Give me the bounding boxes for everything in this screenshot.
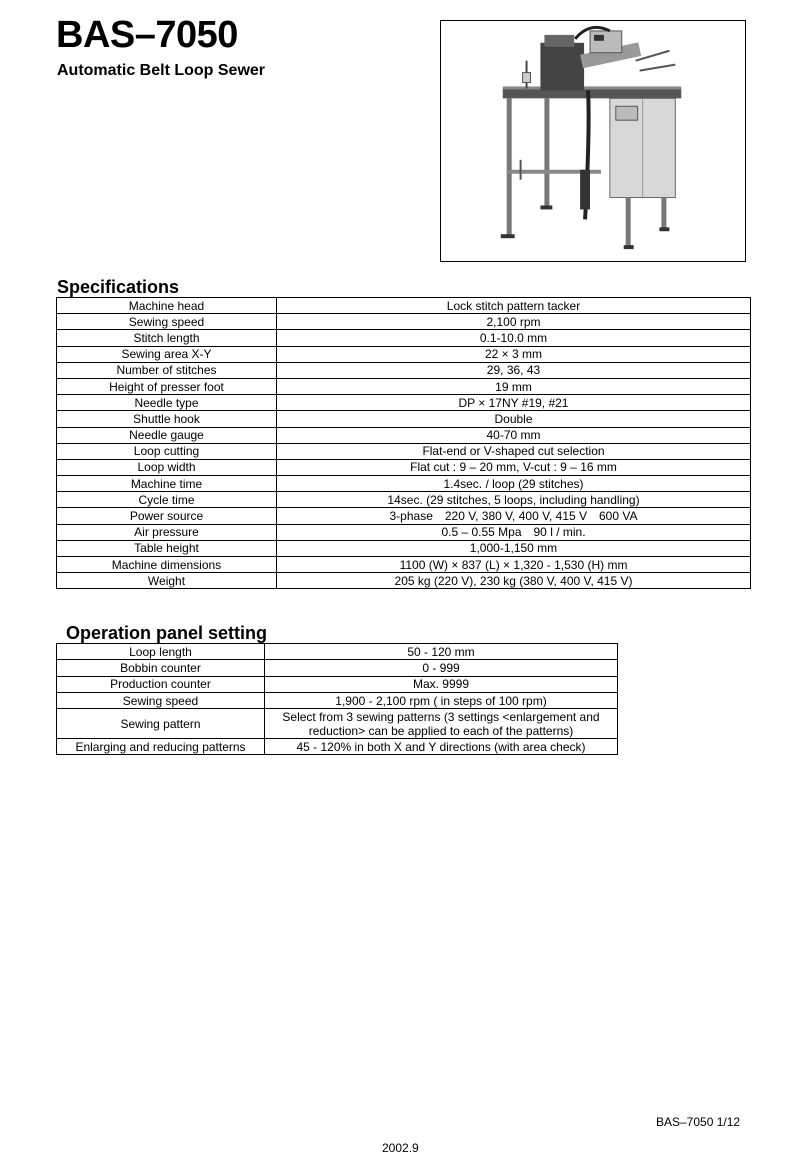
spec-value: 14sec. (29 stitches, 5 loops, including handling): [277, 492, 751, 508]
table-row: [57, 427, 751, 443]
spec-value: 40-70 mm: [277, 427, 751, 443]
spec-label: Cycle time: [57, 492, 277, 508]
spec-value: 1.4sec. / loop (29 stitches): [277, 476, 751, 492]
spec-label: Power source: [57, 508, 277, 524]
table-row: [57, 476, 751, 492]
spec-label: Enlarging and reducing patterns: [57, 739, 265, 755]
table-row: [57, 739, 618, 755]
spec-value: Lock stitch pattern tacker: [277, 298, 751, 314]
spec-value: 45 - 120% in both X and Y directions (with area check): [265, 739, 618, 755]
table-row: [57, 692, 618, 708]
table-row: [57, 443, 751, 459]
table-row: [57, 378, 751, 394]
spec-label: Loop width: [57, 459, 277, 475]
table-row: [57, 524, 751, 540]
spec-label: Height of presser foot: [57, 378, 277, 394]
spec-label: Air pressure: [57, 524, 277, 540]
spec-value: 1100 (W) × 837 (L) × 1,320 - 1,530 (H) mm: [277, 557, 751, 573]
table-row: [57, 492, 751, 508]
spec-value: Double: [277, 411, 751, 427]
product-subtitle: Automatic Belt Loop Sewer: [57, 62, 266, 79]
table-row: [57, 314, 751, 330]
spec-value: 1,000-1,150 mm: [277, 540, 751, 556]
table-row: [57, 362, 751, 378]
spec-label: Machine head: [57, 298, 277, 314]
operation-panel-heading: Operation panel setting: [66, 623, 268, 643]
spec-label: Needle gauge: [57, 427, 277, 443]
spec-label: Sewing speed: [57, 314, 277, 330]
spec-value: 205 kg (220 V), 230 kg (380 V, 400 V, 415 V): [277, 573, 751, 589]
table-row: [57, 411, 751, 427]
spec-label: Machine dimensions: [57, 557, 277, 573]
spec-label: Sewing speed: [57, 692, 265, 708]
machine-illustration: [441, 21, 745, 261]
spec-value: 1,900 - 2,100 rpm ( in steps of 100 rpm): [265, 692, 618, 708]
spec-value: Flat cut : 9 – 20 mm, V-cut : 9 – 16 mm: [277, 459, 751, 475]
document-date: 2002.9: [382, 1141, 419, 1155]
spec-value: 0.5 – 0.55 Mpa 90 l / min.: [277, 524, 751, 540]
table-row: [57, 540, 751, 556]
spec-label: Machine time: [57, 476, 277, 492]
table-row: [57, 573, 751, 589]
spec-value: Select from 3 sewing patterns (3 settings <enlargement and reduction> can be applied to each of the patterns): [265, 709, 618, 739]
page-number: BAS–7050 1/12: [656, 1115, 741, 1129]
table-row: [57, 676, 618, 692]
spec-value: 50 - 120 mm: [265, 644, 618, 660]
table-row: [57, 298, 751, 314]
spec-value: DP × 17NY #19, #21: [277, 395, 751, 411]
spec-value: 19 mm: [277, 378, 751, 394]
spec-label: Sewing pattern: [57, 709, 265, 739]
spec-label: Number of stitches: [57, 362, 277, 378]
specifications-heading: Specifications: [57, 277, 180, 297]
spec-value: Max. 9999: [265, 676, 618, 692]
table-row: [57, 395, 751, 411]
spec-label: Shuttle hook: [57, 411, 277, 427]
table-row: [57, 557, 751, 573]
machine-photo: [440, 20, 746, 262]
spec-label: Production counter: [57, 676, 265, 692]
specifications-table: [56, 297, 751, 589]
table-row: [57, 346, 751, 362]
spec-label: Table height: [57, 540, 277, 556]
model-title: BAS–7050: [56, 14, 238, 56]
spec-label: Needle type: [57, 395, 277, 411]
spec-value: 22 × 3 mm: [277, 346, 751, 362]
spec-label: Bobbin counter: [57, 660, 265, 676]
spec-value: 0.1-10.0 mm: [277, 330, 751, 346]
table-row: [57, 709, 618, 739]
table-row: [57, 508, 751, 524]
spec-value: 3-phase 220 V, 380 V, 400 V, 415 V 600 VA: [277, 508, 751, 524]
spec-label: Loop cutting: [57, 443, 277, 459]
table-row: [57, 644, 618, 660]
spec-value: 2,100 rpm: [277, 314, 751, 330]
spec-label: Sewing area X-Y: [57, 346, 277, 362]
spec-value: 29, 36, 43: [277, 362, 751, 378]
operation-panel-table: [56, 643, 618, 755]
spec-label: Stitch length: [57, 330, 277, 346]
spec-value: Flat-end or V-shaped cut selection: [277, 443, 751, 459]
table-row: [57, 330, 751, 346]
table-row: [57, 660, 618, 676]
spec-label: Loop length: [57, 644, 265, 660]
spec-value: 0 - 999: [265, 660, 618, 676]
spec-label: Weight: [57, 573, 277, 589]
table-row: [57, 459, 751, 475]
